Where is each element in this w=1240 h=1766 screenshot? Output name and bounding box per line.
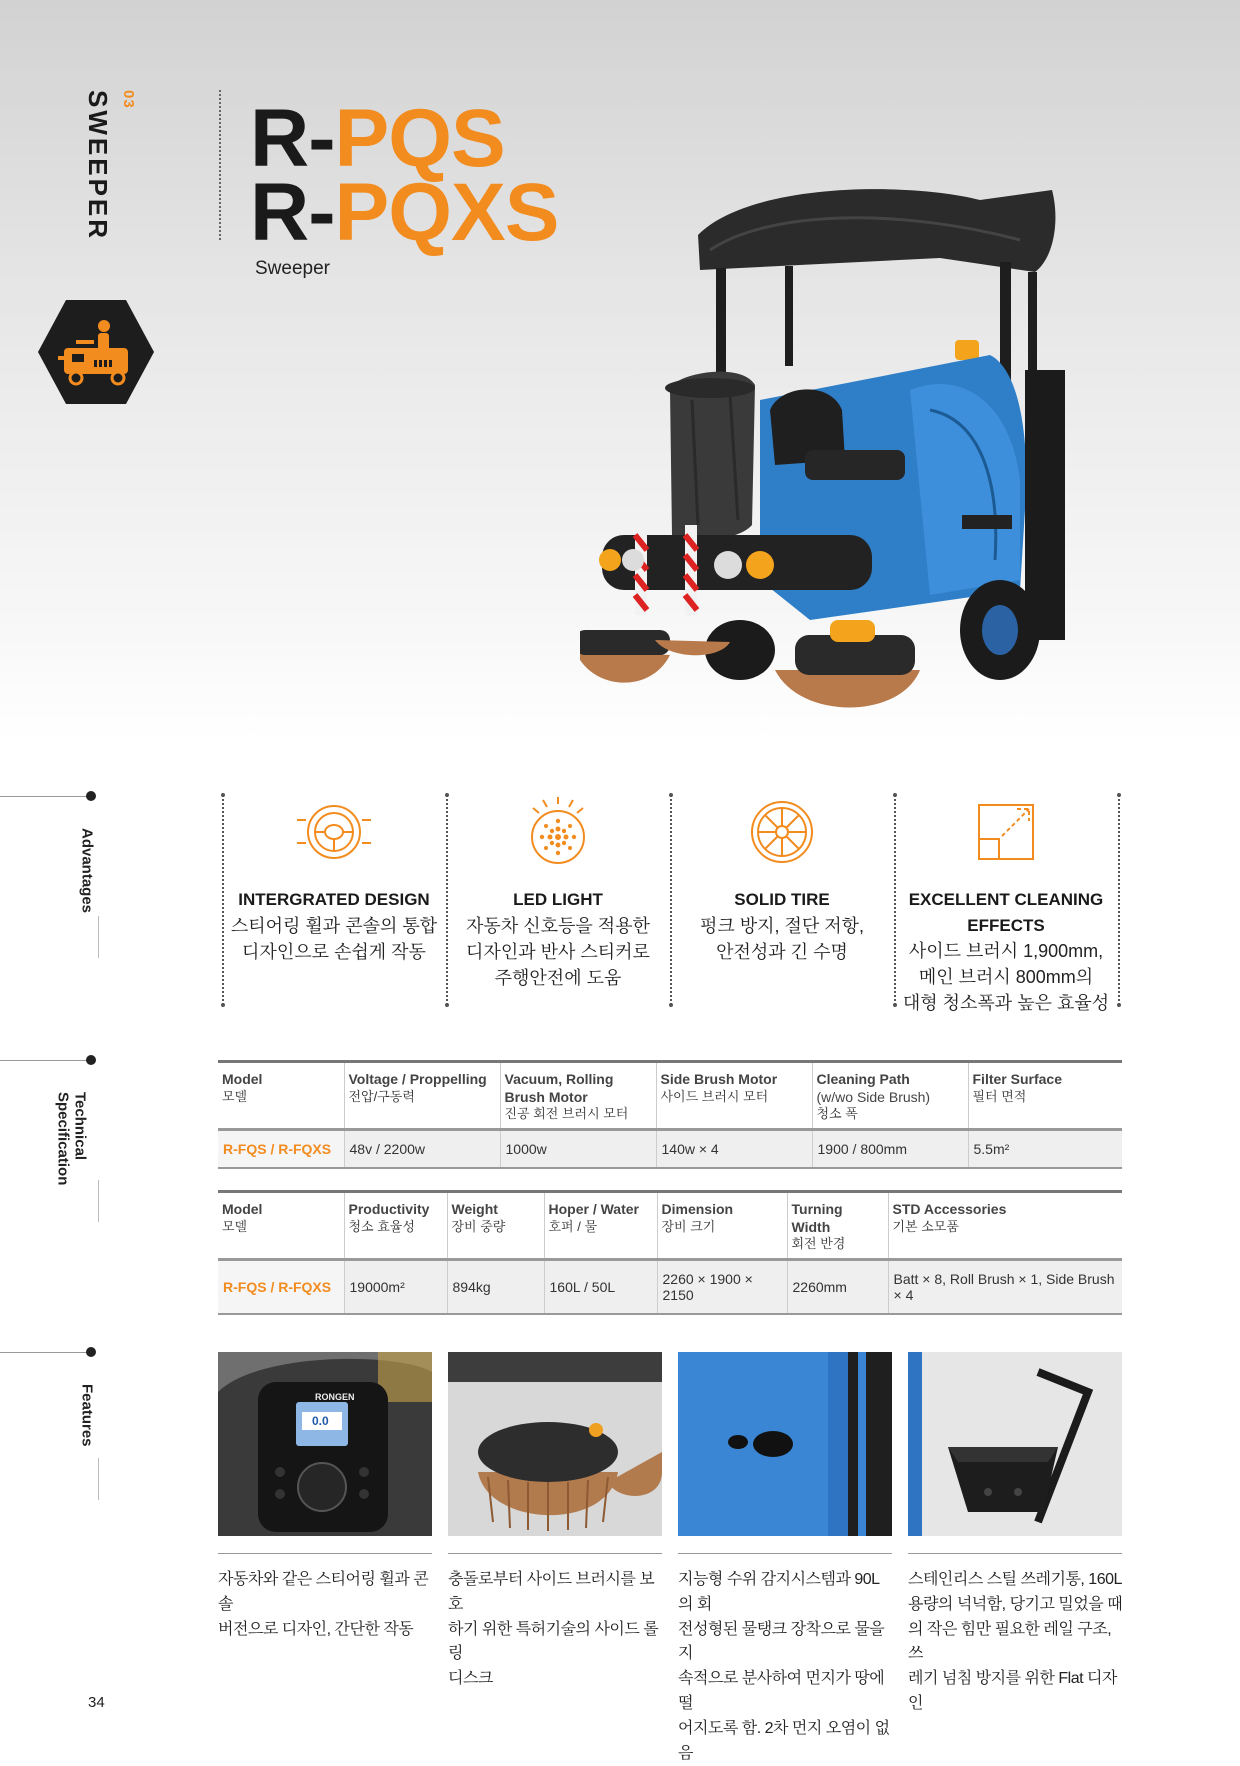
spec-header-ko: 회전 반경 [791,1236,846,1251]
spec-header [657,1192,787,1260]
spec-header [218,1062,344,1130]
spec-cell: 1900 / 800mm [812,1130,968,1169]
water-tank-photo [678,1352,892,1536]
product-subtitle: Sweeper [255,258,330,279]
advantage-text: 펑크 방지, 절단 저항, [699,915,865,936]
section-label-line: Specification [54,1092,72,1186]
spec-value-row [218,1130,1122,1169]
advantage-text: 대형 청소폭과 높은 효율성 [902,993,1110,1014]
control-panel-photo [218,1352,432,1536]
category-number: 03 [120,90,137,109]
advantages-grid [222,795,1122,1014]
section-label-advantages: Advantages [78,828,96,914]
spec-header [344,1062,500,1130]
spec-header [500,1062,656,1130]
spec-cell: 2260mm [787,1260,888,1315]
spec-header-ko: 필터 면적 [972,1088,1027,1104]
spec-header-en: Productivity [348,1201,430,1217]
caption-line: 자동차와 같은 스티어링 휠과 콘솔 [218,1571,429,1613]
caption-rule [908,1553,1122,1554]
spec-header-ko: 사이드 브러시 모터 [660,1088,769,1104]
spec-header-en: Voltage / Proppelling [348,1071,487,1087]
advantage-title: EFFECTS [967,915,1045,935]
spec-header-ko: 진공 회전 브러시 모터 [504,1106,629,1121]
spec-header [656,1062,812,1130]
led-light-icon [521,795,595,869]
section-tick [98,916,99,958]
cleaning-path-icon [969,795,1043,869]
title-prefix: R- [250,93,335,184]
caption-rule [678,1553,892,1554]
spec-header-ko: 장비 크기 [661,1218,716,1234]
spec-header [218,1192,344,1260]
category-name: SWEEPER [83,90,113,242]
steering-wheel-icon [297,795,371,869]
feature-caption [448,1568,664,1692]
spec-cell: 5.5m² [968,1130,1122,1169]
spec-header-en: Model [222,1201,263,1217]
advantage-text: 스티어링 휠과 콘솔의 통합 [230,915,438,936]
advantage-item [446,795,670,991]
caption-rule [218,1553,432,1554]
spec-table-1 [218,1060,1122,1169]
section-rule [0,1352,95,1353]
spec-header [968,1062,1122,1130]
spec-cell: 140w × 4 [656,1130,812,1169]
advantage-item [670,795,894,965]
spec-header-ko: 모델 [222,1218,248,1234]
spec-header-en: Vacuum, Rolling [504,1071,614,1087]
caption-line: 버전으로 디자인, 간단한 작동 [218,1620,414,1638]
sweeper-category-icon [36,298,156,406]
spec-header [544,1192,657,1260]
advantage-text: 디자인과 반사 스티커로 [466,941,650,962]
section-tick [98,1458,99,1500]
advantage-title: INTERGRATED DESIGN [238,890,430,909]
spec-header-en: Side Brush Motor [660,1071,778,1087]
spec-cell: 894kg [447,1260,544,1315]
spec-cell: 48v / 2200w [344,1130,500,1169]
page-number: 34 [88,1694,105,1711]
caption-rule [448,1553,662,1554]
spec-header-ko: 청소 효율성 [348,1218,415,1234]
title-divider [219,90,221,240]
caption-line: 속적으로 분사하여 먼지가 땅에 떨 [678,1670,885,1712]
caption-line: 디스크 [448,1670,493,1688]
spec-cell: 1000w [500,1130,656,1169]
title-prefix: R- [250,167,335,258]
title-model-pqxs: PQXS [334,167,559,258]
solid-tire-icon [745,795,819,869]
spec-header [787,1192,888,1260]
spec-header-en: STD Accessories [892,1201,1007,1217]
spec-cell: 160L / 50L [544,1260,657,1315]
advantage-title: LED LIGHT [513,890,603,909]
spec-header-en: Dimension [661,1201,734,1217]
waste-bin-photo [908,1352,1122,1536]
spec-header-ko: 장비 중량 [451,1218,506,1234]
feature-caption [678,1568,894,1766]
sweeper-machine-image [580,180,1110,720]
caption-line: 용량의 넉넉함, 당기고 밀었을 때 [908,1595,1123,1613]
spec-header-ko: 호퍼 / 물 [548,1218,598,1234]
section-dot [86,791,96,801]
panel-brand-label: RONGEN [315,1392,355,1402]
section-rule [0,1060,95,1061]
caption-line: 충돌로부터 사이드 브러시를 보호 [448,1571,655,1613]
spec-header-ko: 기본 소모품 [892,1218,959,1234]
section-dot [86,1347,96,1357]
advantage-text: 사이드 브러시 1,900mm, [908,941,1104,961]
section-label-technical-specification [54,1092,89,1185]
spec-model-cell: R-FQS / R-FQXS [218,1130,344,1169]
spec-header-en: (w/wo Side Brush) [816,1088,931,1105]
spec-table-2 [218,1190,1122,1315]
spec-header-en: Hoper / Water [548,1201,639,1217]
spec-header [888,1192,1122,1260]
advantage-divider [1118,795,1120,1005]
caption-line: 전성형된 물탱크 장착으로 물을 지 [678,1620,885,1663]
spec-header-en: Model [222,1071,263,1087]
advantage-title: SOLID TIRE [734,890,830,909]
caption-line: 지능형 수위 감지시스템과 90L의 회 [678,1571,880,1613]
spec-header-row [218,1192,1122,1260]
spec-header [447,1192,544,1260]
section-dot [86,1055,96,1065]
spec-cell: Batt × 8, Roll Brush × 1, Side Brush × 4 [888,1260,1122,1315]
advantage-item [894,795,1118,1016]
advantage-text: 주행안전에 도움 [494,967,622,988]
feature-caption [218,1568,434,1642]
spec-header-en: Weight [451,1201,498,1217]
spec-header-ko: 모델 [222,1088,248,1104]
title-line-2 [250,167,559,258]
title-model-pqs: PQS [334,93,505,184]
spec-header-row [218,1062,1122,1130]
spec-header [812,1062,968,1130]
spec-cell: 19000m² [344,1260,447,1315]
caption-line: 하기 위한 특허기술의 사이드 롤링 [448,1620,659,1663]
advantage-title: EXCELLENT CLEANING [908,890,1104,909]
caption-line: 레기 넘침 방지를 위한 Flat 디자인 [908,1670,1117,1712]
spec-value-row [218,1260,1122,1315]
spec-header-en: Filter Surface [972,1071,1062,1087]
spec-header-ko: 청소 폭 [816,1106,858,1121]
spec-header-en: Brush Motor [504,1088,588,1105]
section-label-features: Features [78,1384,96,1447]
advantage-text: 자동차 신호등을 적용한 [466,915,650,936]
caption-line: 의 작은 힘만 필요한 레일 구조, 쓰 [908,1620,1112,1663]
spec-model-cell: R-FQS / R-FQXS [218,1260,344,1315]
section-label-line: Technical [71,1092,89,1161]
advantage-text: 안전성과 긴 수명 [716,941,848,962]
section-tick [98,1180,99,1222]
section-rule [0,796,95,797]
advantage-text: 디자인으로 손쉽게 작동 [242,941,426,962]
advantage-item [222,795,446,965]
spec-header-ko: 전압/구동력 [348,1088,415,1104]
panel-display-value: 0.0 [312,1414,329,1428]
spec-cell: 2260 × 1900 × 2150 [657,1260,787,1315]
caption-line: 어지도록 함. 2차 먼지 오염이 없음 [678,1719,890,1762]
spec-header [344,1192,447,1260]
feature-caption [908,1568,1124,1717]
spec-header-en: Cleaning Path [816,1071,910,1087]
spec-header-en: Turning Width [791,1201,843,1235]
side-brush-photo [448,1352,662,1536]
advantage-text: 메인 브러시 800mm의 [918,967,1094,988]
caption-line: 스테인리스 스틸 쓰레기통, 160L [908,1571,1122,1588]
